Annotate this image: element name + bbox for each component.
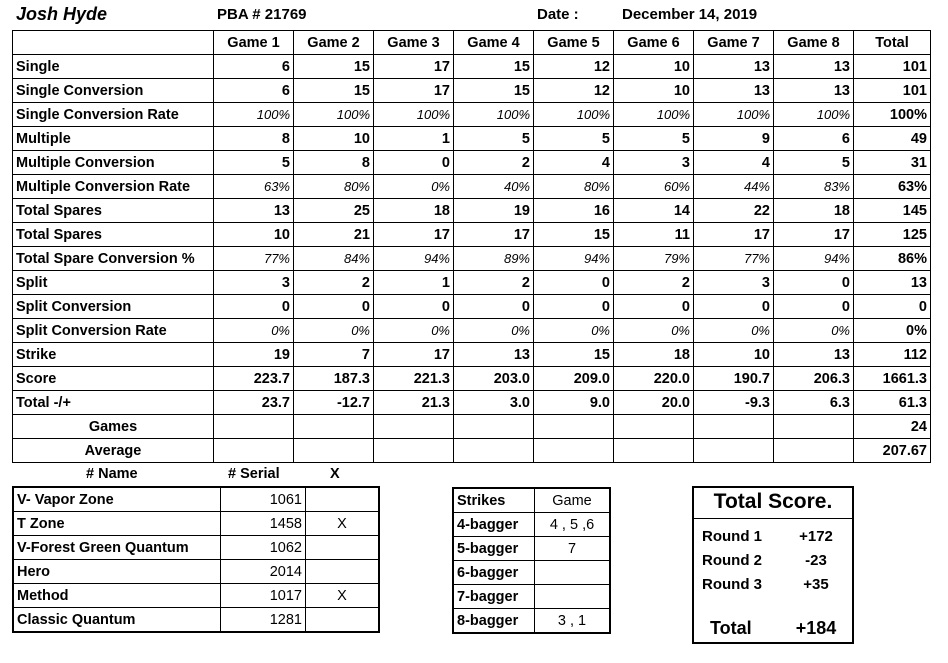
strike-row bbox=[453, 585, 610, 609]
game-4-cell: 13 bbox=[454, 343, 534, 367]
row-label: Total -/+ bbox=[13, 391, 214, 415]
empty-cell bbox=[694, 439, 774, 463]
game-4-cell: 100% bbox=[454, 103, 534, 127]
game-7-cell: 0 bbox=[694, 295, 774, 319]
game-2-cell: -12.7 bbox=[294, 391, 374, 415]
game-7-cell: 3 bbox=[694, 271, 774, 295]
game-4-cell: 0% bbox=[454, 319, 534, 343]
empty-cell bbox=[454, 439, 534, 463]
round-2-value: -23 bbox=[805, 552, 827, 569]
row-label: Split Conversion bbox=[13, 295, 214, 319]
ball-row bbox=[13, 512, 379, 536]
ball-row bbox=[13, 608, 379, 633]
table-row bbox=[13, 247, 931, 271]
row-label: Single bbox=[13, 55, 214, 79]
game-1-cell: 13 bbox=[214, 199, 294, 223]
game-4-cell: 89% bbox=[454, 247, 534, 271]
strike-games bbox=[535, 561, 611, 585]
game-7-cell: 4 bbox=[694, 151, 774, 175]
empty-cell bbox=[214, 439, 294, 463]
game-5-cell: 0% bbox=[534, 319, 614, 343]
game-2-cell: 10 bbox=[294, 127, 374, 151]
game-7-header: Game 7 bbox=[694, 31, 774, 55]
game-7-cell: 10 bbox=[694, 343, 774, 367]
ball-x-mark bbox=[306, 560, 380, 584]
game-8-cell: 0 bbox=[774, 295, 854, 319]
ball-row bbox=[13, 560, 379, 584]
game-6-cell: 10 bbox=[614, 55, 694, 79]
game-3-cell: 0 bbox=[374, 151, 454, 175]
strike-row bbox=[453, 537, 610, 561]
round-3-label: Round 3 bbox=[702, 576, 762, 593]
row-label: Total Spare Conversion % bbox=[13, 247, 214, 271]
game-3-cell: 0% bbox=[374, 319, 454, 343]
empty-cell bbox=[774, 415, 854, 439]
game-8-cell: 18 bbox=[774, 199, 854, 223]
game-7-cell: 9 bbox=[694, 127, 774, 151]
strike-games: 7 bbox=[535, 537, 611, 561]
game-4-cell: 3.0 bbox=[454, 391, 534, 415]
ball-x-mark: X bbox=[306, 512, 380, 536]
row-label: Single Conversion bbox=[13, 79, 214, 103]
empty-cell bbox=[214, 415, 294, 439]
game-6-cell: 18 bbox=[614, 343, 694, 367]
game-1-cell: 23.7 bbox=[214, 391, 294, 415]
game-8-cell: 13 bbox=[774, 343, 854, 367]
game-8-header: Game 8 bbox=[774, 31, 854, 55]
game-5-cell: 0 bbox=[534, 295, 614, 319]
game-1-header: Game 1 bbox=[214, 31, 294, 55]
empty-cell bbox=[614, 439, 694, 463]
game-2-cell: 15 bbox=[294, 79, 374, 103]
game-7-cell: 0% bbox=[694, 319, 774, 343]
game-5-cell: 4 bbox=[534, 151, 614, 175]
game-8-cell: 17 bbox=[774, 223, 854, 247]
ball-row bbox=[13, 536, 379, 560]
total-cell: 145 bbox=[854, 199, 931, 223]
game-stats-table bbox=[12, 30, 931, 463]
game-3-cell: 17 bbox=[374, 343, 454, 367]
total-label: Total bbox=[710, 618, 752, 638]
table-row bbox=[13, 79, 931, 103]
game-1-cell: 100% bbox=[214, 103, 294, 127]
table-row bbox=[13, 175, 931, 199]
game-3-cell: 100% bbox=[374, 103, 454, 127]
row-label: Score bbox=[13, 367, 214, 391]
game-6-cell: 0% bbox=[614, 319, 694, 343]
total-cell: 1661.3 bbox=[854, 367, 931, 391]
empty-cell bbox=[294, 415, 374, 439]
table-row bbox=[13, 55, 931, 79]
game-8-cell: 6 bbox=[774, 127, 854, 151]
table-row bbox=[13, 319, 931, 343]
game-3-cell: 94% bbox=[374, 247, 454, 271]
game-6-header: Game 6 bbox=[614, 31, 694, 55]
table-row bbox=[13, 151, 931, 175]
strike-label: 5-bagger bbox=[453, 537, 535, 561]
table-row bbox=[13, 271, 931, 295]
total-score-box bbox=[692, 486, 854, 644]
empty-cell bbox=[294, 439, 374, 463]
empty-cell bbox=[534, 415, 614, 439]
strike-games: 4 , 5 ,6 bbox=[535, 513, 611, 537]
summary-total: 24 bbox=[854, 415, 931, 439]
game-2-cell: 21 bbox=[294, 223, 374, 247]
ball-serial: 1062 bbox=[221, 536, 306, 560]
total-cell: 31 bbox=[854, 151, 931, 175]
game-1-cell: 3 bbox=[214, 271, 294, 295]
game-7-cell: 44% bbox=[694, 175, 774, 199]
summary-label: Average bbox=[13, 439, 214, 463]
game-8-cell: 0% bbox=[774, 319, 854, 343]
empty-cell bbox=[774, 439, 854, 463]
game-7-cell: 17 bbox=[694, 223, 774, 247]
ball-row bbox=[13, 487, 379, 512]
game-1-cell: 223.7 bbox=[214, 367, 294, 391]
summary-row bbox=[13, 439, 931, 463]
ball-serial: 1281 bbox=[221, 608, 306, 633]
ball-name: Hero bbox=[13, 560, 221, 584]
game-4-cell: 2 bbox=[454, 271, 534, 295]
total-cell: 86% bbox=[854, 247, 931, 271]
row-label: Multiple Conversion bbox=[13, 151, 214, 175]
total-column-header: Total bbox=[854, 31, 931, 55]
ball-name: T Zone bbox=[13, 512, 221, 536]
game-2-cell: 15 bbox=[294, 55, 374, 79]
game-5-cell: 80% bbox=[534, 175, 614, 199]
game-2-cell: 100% bbox=[294, 103, 374, 127]
game-6-cell: 79% bbox=[614, 247, 694, 271]
strike-row bbox=[453, 609, 610, 634]
game-6-cell: 220.0 bbox=[614, 367, 694, 391]
game-8-cell: 83% bbox=[774, 175, 854, 199]
game-5-cell: 5 bbox=[534, 127, 614, 151]
game-6-cell: 0 bbox=[614, 295, 694, 319]
game-3-cell: 17 bbox=[374, 55, 454, 79]
strike-label: 8-bagger bbox=[453, 609, 535, 634]
table-row bbox=[13, 127, 931, 151]
game-8-cell: 0 bbox=[774, 271, 854, 295]
total-score-title: Total Score. bbox=[694, 490, 852, 519]
game-5-cell: 15 bbox=[534, 343, 614, 367]
game-7-cell: 100% bbox=[694, 103, 774, 127]
game-8-cell: 206.3 bbox=[774, 367, 854, 391]
game-5-cell: 15 bbox=[534, 223, 614, 247]
game-7-cell: 77% bbox=[694, 247, 774, 271]
summary-label: Games bbox=[13, 415, 214, 439]
total-cell: 0% bbox=[854, 319, 931, 343]
game-6-cell: 11 bbox=[614, 223, 694, 247]
table-row bbox=[13, 391, 931, 415]
game-7-cell: 13 bbox=[694, 79, 774, 103]
table-row bbox=[13, 103, 931, 127]
game-3-header: Game 3 bbox=[374, 31, 454, 55]
empty-cell bbox=[614, 415, 694, 439]
game-7-cell: 22 bbox=[694, 199, 774, 223]
game-3-cell: 1 bbox=[374, 127, 454, 151]
row-label: Multiple bbox=[13, 127, 214, 151]
game-3-cell: 21.3 bbox=[374, 391, 454, 415]
game-6-cell: 20.0 bbox=[614, 391, 694, 415]
game-1-cell: 0 bbox=[214, 295, 294, 319]
ball-serial: 1017 bbox=[221, 584, 306, 608]
ball-serial: 1061 bbox=[221, 487, 306, 512]
game-7-cell: 13 bbox=[694, 55, 774, 79]
ball-serial: 2014 bbox=[221, 560, 306, 584]
game-4-cell: 19 bbox=[454, 199, 534, 223]
game-5-cell: 12 bbox=[534, 79, 614, 103]
game-8-cell: 94% bbox=[774, 247, 854, 271]
strike-games: 3 , 1 bbox=[535, 609, 611, 634]
summary-total: 207.67 bbox=[854, 439, 931, 463]
ball-x-mark bbox=[306, 536, 380, 560]
game-7-cell: 190.7 bbox=[694, 367, 774, 391]
table-row bbox=[13, 343, 931, 367]
game-4-cell: 15 bbox=[454, 79, 534, 103]
game-6-cell: 14 bbox=[614, 199, 694, 223]
game-2-cell: 187.3 bbox=[294, 367, 374, 391]
corner-cell bbox=[13, 31, 214, 55]
game-3-cell: 1 bbox=[374, 271, 454, 295]
game-7-cell: -9.3 bbox=[694, 391, 774, 415]
round-1-label: Round 1 bbox=[702, 528, 762, 545]
game-5-cell: 0 bbox=[534, 271, 614, 295]
game-6-cell: 5 bbox=[614, 127, 694, 151]
total-cell: 112 bbox=[854, 343, 931, 367]
total-cell: 13 bbox=[854, 271, 931, 295]
game-4-cell: 40% bbox=[454, 175, 534, 199]
table-row bbox=[13, 199, 931, 223]
ball-name-header: # Name bbox=[86, 466, 138, 482]
game-3-cell: 17 bbox=[374, 79, 454, 103]
game-3-cell: 0 bbox=[374, 295, 454, 319]
empty-cell bbox=[454, 415, 534, 439]
ball-x-mark: X bbox=[306, 584, 380, 608]
game-2-cell: 7 bbox=[294, 343, 374, 367]
ball-serial-header: # Serial bbox=[228, 466, 280, 482]
total-cell: 101 bbox=[854, 55, 931, 79]
row-label: Multiple Conversion Rate bbox=[13, 175, 214, 199]
game-8-cell: 5 bbox=[774, 151, 854, 175]
game-5-cell: 9.0 bbox=[534, 391, 614, 415]
ball-name: V- Vapor Zone bbox=[13, 487, 221, 512]
header-row bbox=[13, 31, 931, 55]
game-8-cell: 13 bbox=[774, 79, 854, 103]
row-label: Split bbox=[13, 271, 214, 295]
game-5-header: Game 5 bbox=[534, 31, 614, 55]
date-value: December 14, 2019 bbox=[622, 6, 758, 23]
total-cell: 100% bbox=[854, 103, 931, 127]
ball-name: V-Forest Green Quantum bbox=[13, 536, 221, 560]
game-6-cell: 10 bbox=[614, 79, 694, 103]
row-label: Total Spares bbox=[13, 199, 214, 223]
strike-label: 7-bagger bbox=[453, 585, 535, 609]
strike-row bbox=[453, 513, 610, 537]
ball-name: Classic Quantum bbox=[13, 608, 221, 633]
game-3-cell: 17 bbox=[374, 223, 454, 247]
game-2-cell: 8 bbox=[294, 151, 374, 175]
strikes-game-header: Game bbox=[535, 488, 611, 513]
game-1-cell: 77% bbox=[214, 247, 294, 271]
game-8-cell: 13 bbox=[774, 55, 854, 79]
ball-name: Method bbox=[13, 584, 221, 608]
game-1-cell: 0% bbox=[214, 319, 294, 343]
game-2-cell: 0 bbox=[294, 295, 374, 319]
total-cell: 0 bbox=[854, 295, 931, 319]
row-label: Strike bbox=[13, 343, 214, 367]
game-4-cell: 15 bbox=[454, 55, 534, 79]
ball-list-table bbox=[12, 486, 380, 633]
game-4-cell: 203.0 bbox=[454, 367, 534, 391]
strikes-table bbox=[452, 487, 611, 634]
game-4-header: Game 4 bbox=[454, 31, 534, 55]
row-label: Split Conversion Rate bbox=[13, 319, 214, 343]
row-label: Single Conversion Rate bbox=[13, 103, 214, 127]
total-cell: 101 bbox=[854, 79, 931, 103]
game-5-cell: 16 bbox=[534, 199, 614, 223]
game-1-cell: 6 bbox=[214, 55, 294, 79]
table-row bbox=[13, 295, 931, 319]
game-4-cell: 0 bbox=[454, 295, 534, 319]
strike-games bbox=[535, 585, 611, 609]
round-3-value: +35 bbox=[803, 576, 829, 593]
strike-label: 6-bagger bbox=[453, 561, 535, 585]
ball-row bbox=[13, 584, 379, 608]
ball-serial: 1458 bbox=[221, 512, 306, 536]
ball-x-header: X bbox=[330, 466, 340, 482]
game-2-cell: 25 bbox=[294, 199, 374, 223]
pba-number: PBA # 21769 bbox=[217, 6, 307, 23]
row-label: Total Spares bbox=[13, 223, 214, 247]
game-1-cell: 8 bbox=[214, 127, 294, 151]
strikes-header-row bbox=[453, 488, 610, 513]
total-value: +184 bbox=[795, 618, 837, 638]
empty-cell bbox=[374, 415, 454, 439]
table-row bbox=[13, 223, 931, 247]
game-2-cell: 80% bbox=[294, 175, 374, 199]
strikes-header: Strikes bbox=[453, 488, 535, 513]
game-4-cell: 2 bbox=[454, 151, 534, 175]
game-1-cell: 5 bbox=[214, 151, 294, 175]
table-row bbox=[13, 367, 931, 391]
game-1-cell: 6 bbox=[214, 79, 294, 103]
game-5-cell: 94% bbox=[534, 247, 614, 271]
game-1-cell: 10 bbox=[214, 223, 294, 247]
total-cell: 63% bbox=[854, 175, 931, 199]
game-3-cell: 0% bbox=[374, 175, 454, 199]
summary-row bbox=[13, 415, 931, 439]
game-4-cell: 5 bbox=[454, 127, 534, 151]
empty-cell bbox=[534, 439, 614, 463]
game-3-cell: 18 bbox=[374, 199, 454, 223]
bowler-name: Josh Hyde bbox=[16, 4, 108, 24]
game-8-cell: 6.3 bbox=[774, 391, 854, 415]
game-8-cell: 100% bbox=[774, 103, 854, 127]
game-6-cell: 100% bbox=[614, 103, 694, 127]
empty-cell bbox=[374, 439, 454, 463]
ball-x-mark bbox=[306, 487, 380, 512]
round-2-label: Round 2 bbox=[702, 552, 762, 569]
strike-label: 4-bagger bbox=[453, 513, 535, 537]
ball-x-mark bbox=[306, 608, 380, 633]
game-1-cell: 63% bbox=[214, 175, 294, 199]
total-cell: 125 bbox=[854, 223, 931, 247]
game-2-header: Game 2 bbox=[294, 31, 374, 55]
strike-row bbox=[453, 561, 610, 585]
game-1-cell: 19 bbox=[214, 343, 294, 367]
game-6-cell: 2 bbox=[614, 271, 694, 295]
game-2-cell: 84% bbox=[294, 247, 374, 271]
game-6-cell: 60% bbox=[614, 175, 694, 199]
date-label: Date : bbox=[537, 6, 579, 23]
total-cell: 61.3 bbox=[854, 391, 931, 415]
game-4-cell: 17 bbox=[454, 223, 534, 247]
game-5-cell: 209.0 bbox=[534, 367, 614, 391]
game-2-cell: 2 bbox=[294, 271, 374, 295]
game-2-cell: 0% bbox=[294, 319, 374, 343]
empty-cell bbox=[694, 415, 774, 439]
total-cell: 49 bbox=[854, 127, 931, 151]
game-5-cell: 12 bbox=[534, 55, 614, 79]
game-3-cell: 221.3 bbox=[374, 367, 454, 391]
round-1-value: +172 bbox=[799, 528, 833, 545]
game-6-cell: 3 bbox=[614, 151, 694, 175]
game-5-cell: 100% bbox=[534, 103, 614, 127]
